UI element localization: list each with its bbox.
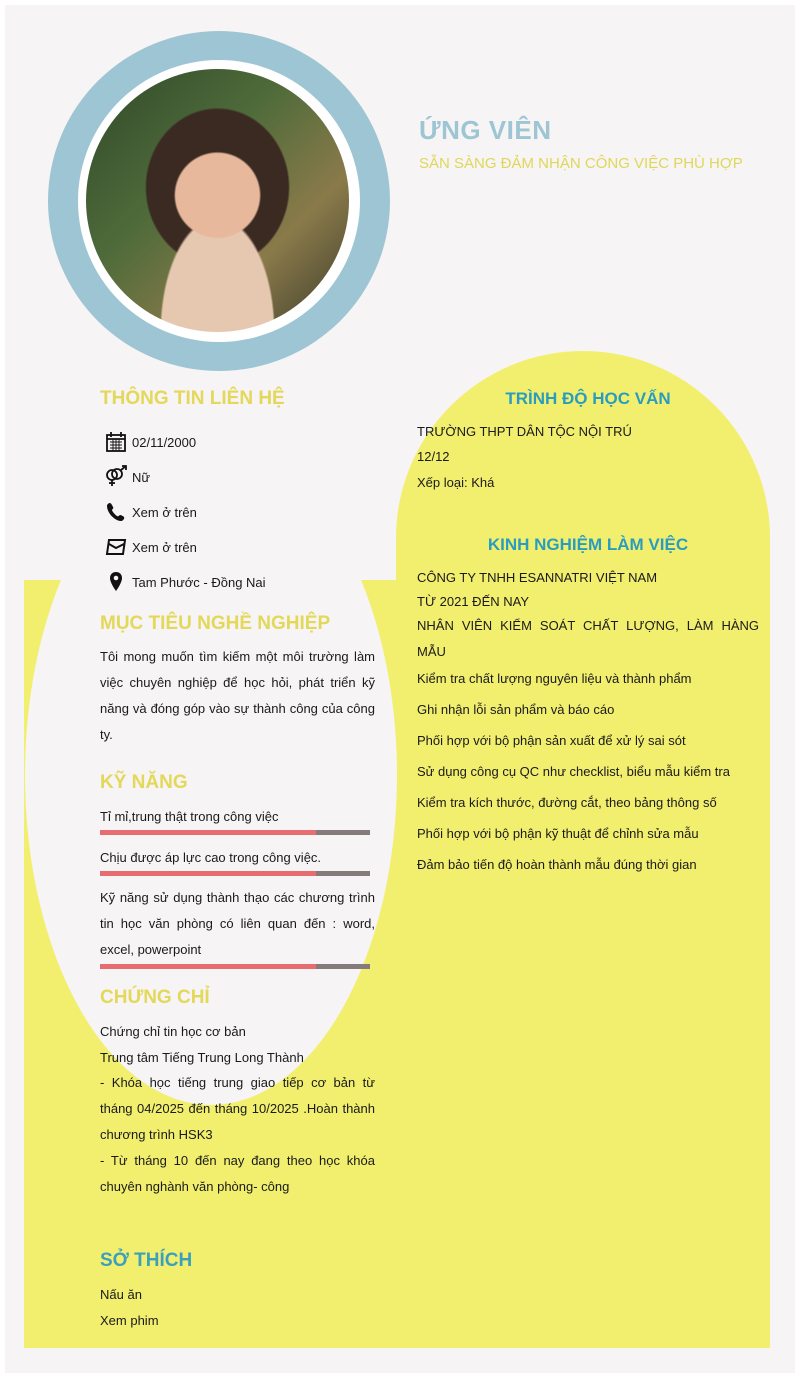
education-title: TRÌNH ĐỘ HỌC VẤN [505, 389, 671, 408]
experience-title: KINH NGHIỆM LÀM VIỆC [487, 535, 689, 554]
certificate-item: Chứng chỉ tin học cơ bản [100, 1024, 246, 1039]
candidate-name: ỨNG VIÊN [419, 115, 552, 145]
skills-title: KỸ NĂNG [100, 772, 188, 793]
experience-duty: Phối hợp với bộ phận sản xuất để xử lý sai sót [417, 733, 686, 748]
profile-photo [86, 69, 349, 332]
contact-item-gender [104, 465, 150, 489]
objective-text: Tôi mong muốn tìm kiếm một môi trường làm việc chuyên nghiệp để học hỏi, phát triển kỹ năng và đóng góp vào sự thành công của công ty. [100, 649, 375, 742]
certificate-item: - Khóa học tiếng trung giao tiếp cơ bản từ tháng 04/2025 đến tháng 10/2025 .Hoàn thành chương trình HSK3 [100, 1075, 375, 1142]
hobby-item: Xem phim [100, 1313, 159, 1328]
contact-item-birthday [104, 430, 196, 454]
objective-title: MỤC TIÊU NGHỀ NGHIỆP [100, 613, 331, 634]
skill-item: Tỉ mỉ,trung thật trong công việc [100, 809, 279, 824]
skill-bar-fill [100, 830, 316, 835]
birthday-text: 02/11/2000 [132, 434, 197, 450]
education-rank: Xếp loại: Khá [417, 475, 495, 490]
education-grade: 12/12 [417, 449, 450, 464]
skill-bar [100, 830, 370, 835]
email-text: Xem ở trên [132, 539, 197, 555]
experience-company: CÔNG TY TNHH ESANNATRI VIỆT NAM [417, 570, 658, 585]
hobbies-title: SỞ THÍCH [100, 1250, 193, 1271]
certificate-item: - Từ tháng 10 đến nay đang theo học khóa chuyên nghành văn phòng- công [100, 1153, 375, 1194]
left-oval-background [25, 445, 397, 1105]
location-text: Tam Phước - Đồng Nai [132, 574, 266, 590]
gender-text: Nữ [132, 469, 151, 485]
candidate-tagline: SẴN SÀNG ĐẢM NHẬN CÔNG VIỆC PHÙ HỢP [419, 155, 743, 172]
skill-bar [100, 964, 370, 969]
contact-title: THÔNG TIN LIÊN HỆ [100, 388, 285, 409]
right-arch-background [396, 351, 770, 1348]
skill-item: Chịu được áp lực cao trong công việc. [100, 850, 322, 865]
experience-duty: Sử dụng công cụ QC như checklist, biểu mẫu kiểm tra [417, 764, 730, 779]
skill-bar-fill [100, 964, 316, 969]
experience-duty: Ghi nhận lỗi sản phẩm và báo cáo [417, 702, 615, 717]
hobby-item: Nấu ăn [100, 1287, 142, 1302]
phone-text: Xem ở trên [132, 504, 197, 520]
experience-duty: Phối hợp với bộ phận kỹ thuật để chỉnh sửa mẫu [417, 826, 699, 841]
calendar-icon [104, 430, 128, 454]
email-icon [104, 535, 128, 559]
experience-duty: Kiểm tra chất lượng nguyên liệu và thành phẩm [417, 671, 692, 686]
skill-item: Kỹ năng sử dụng thành thạo các chương trình tin học văn phòng có liên quan đến : word, excel, powerpoint [100, 890, 375, 957]
cv-page [5, 5, 795, 1373]
phone-icon [104, 500, 128, 524]
certificates-title: CHỨNG CHỈ [100, 987, 210, 1008]
skill-bar-fill [100, 871, 316, 876]
experience-period: TỪ 2021 ĐẾN NAY [417, 594, 530, 609]
experience-position: NHÂN VIÊN KIỂM SOÁT CHẤT LƯỢNG, LÀM HÀNG MẪU [417, 618, 759, 659]
gender-icon [104, 465, 128, 489]
location-icon [104, 570, 128, 594]
experience-duty: Kiểm tra kích thước, đường cắt, theo bảng thông số [417, 795, 717, 810]
certificate-item: Trung tâm Tiếng Trung Long Thành [100, 1050, 304, 1065]
experience-duty: Đảm bảo tiến độ hoàn thành mẫu đúng thời gian [417, 857, 697, 872]
skill-bar [100, 871, 370, 876]
contact-item-phone [104, 500, 197, 524]
contact-item-email [104, 535, 197, 559]
contact-item-location [104, 570, 266, 594]
education-school: TRƯỜNG THPT DÂN TỘC NỘI TRÚ [417, 424, 632, 439]
